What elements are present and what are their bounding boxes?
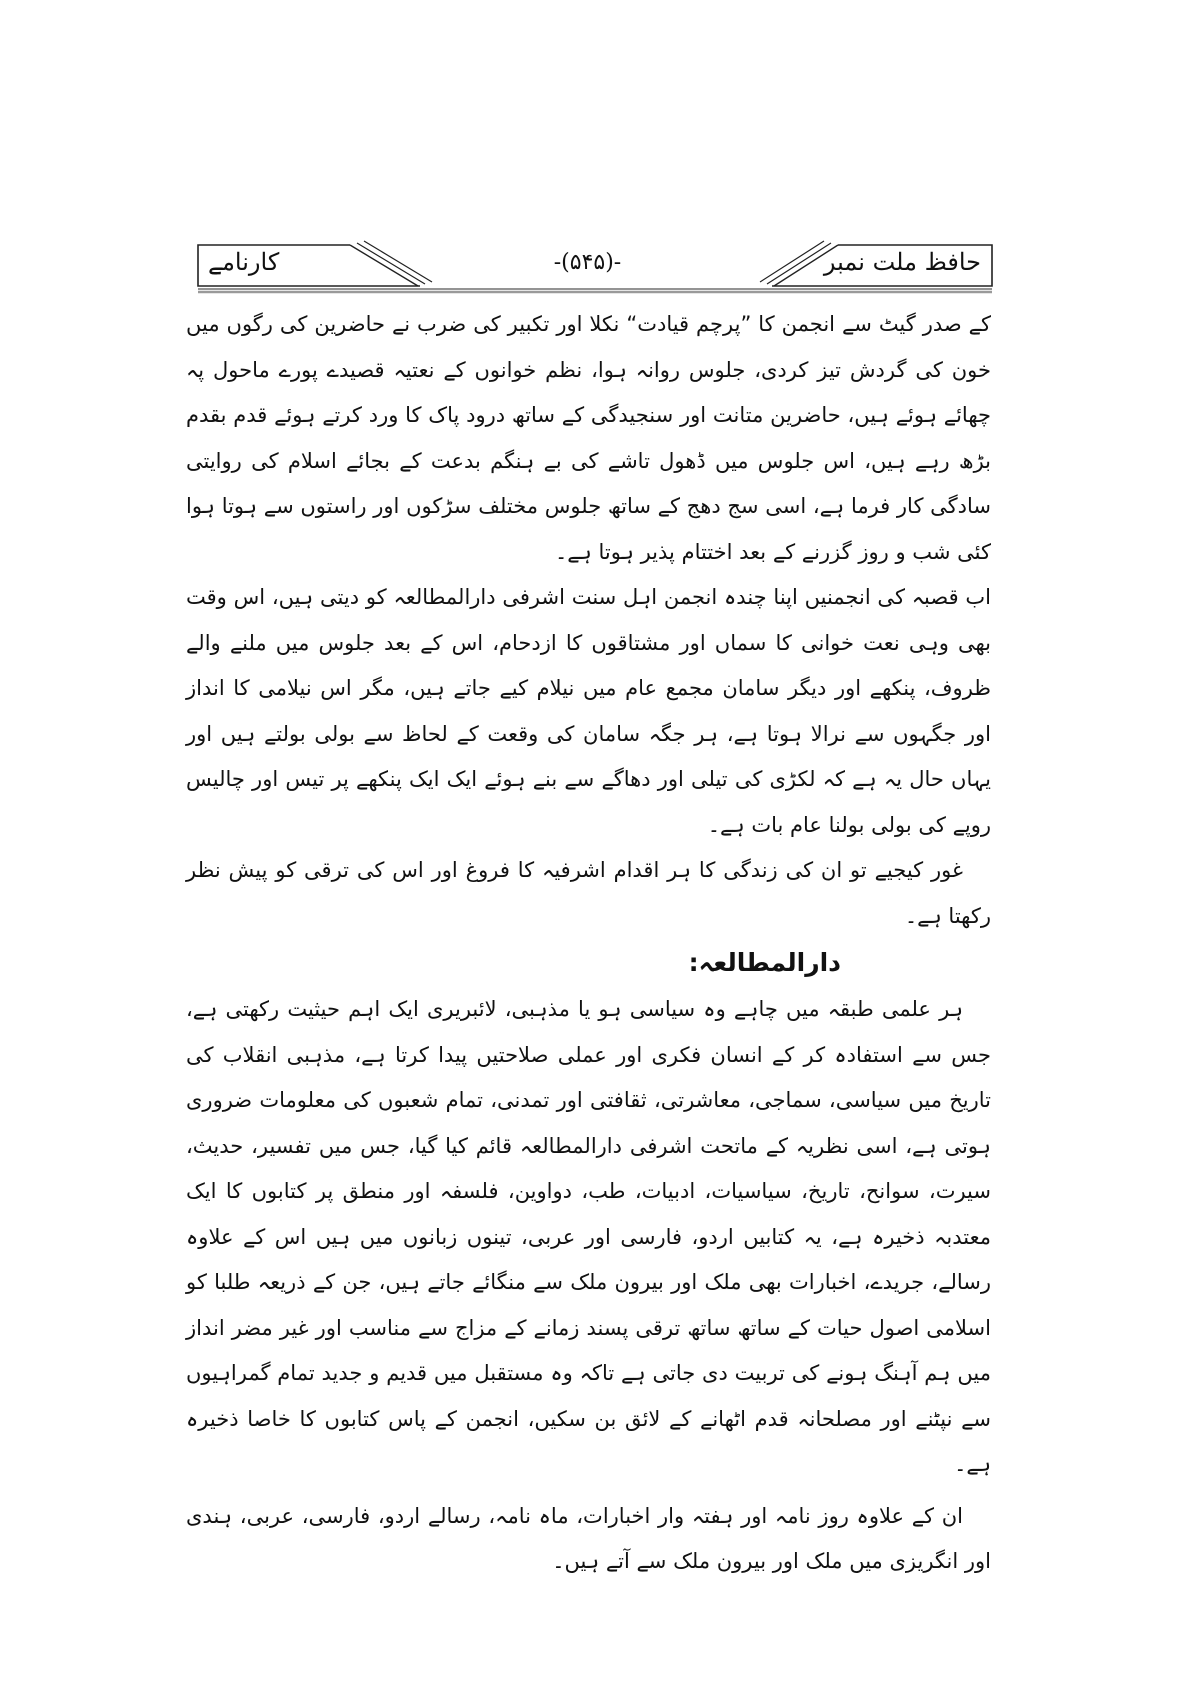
body-text (186, 302, 991, 1585)
paragraph-library-description: ہر علمی طبقہ میں چاہے وہ سیاسی ہو یا مذہبی، لائبریری ایک اہم حیثیت رکھتی ہے، جس سے استفادہ کر کے انسان فکری اور عملی صلاحتیں پیدا کرتا ہے، مذہبی انقلاب کی تاریخ میں سیاسی، سماجی، معاشرتی، ثقافتی اور تمدنی، تمام شعبوں کی معلومات ضروری ہوتی ہے، اسی نظریہ کے ماتحت اشرفی دارالمطالعہ قائم کیا گیا، جس میں تفسیر، حدیث، سیرت، سوانح، تاریخ، سیاسیات، ادبیات، طب، دواوین، فلسفہ اور منطق پر کتابوں کا ایک معتدبہ ذخیرہ ہے، یہ کتابیں اردو، فارسی اور عربی، تینوں زبانوں میں ہیں اس کے علاوہ رسالے، جریدے، اخبارات بھی ملک اور بیرون ملک سے منگائے جاتے ہیں، جن کے ذریعہ طلبا کو اسلامی اصول حیات کے ساتھ ساتھ ترقی پسند زمانے کے مزاج سے مناسب اور غیر مضر انداز میں ہم آہنگ ہونے کی تربیت دی جاتی ہے تاکہ وہ مستقبل میں قدیم و جدید تمام گمراہیوں سے نپٹنے اور مصلحانہ قدم اٹھانے کے لائق بن سکیں، انجمن کے پاس کتابوں کا خاصا ذخیرہ ہے۔ (186, 997, 991, 1476)
section-heading-library: دارالمطالعہ: (688, 948, 841, 977)
paragraph-reflection: غور کیجیے تو ان کی زندگی کا ہر اقدام اشرفیہ کا فروغ اور اس کی ترقی کو پیش نظر رکھتا ہے۔ (186, 858, 991, 928)
paragraph-auction: اب قصبہ کی انجمنیں اپنا چندہ انجمن اہل سنت اشرفی دارالمطالعہ کو دیتی ہیں، اس وقت بھی وہی نعت خوانی کا سماں اور مشتاقوں کا ازدحام، اس کے بعد جلوس میں ملنے والے ظروف، پنکھے اور دیگر سامان مجمع عام میں نیلام کیے جاتے ہیں، مگر اس نیلامی کا انداز اور جگہوں سے نرالا ہوتا ہے، ہر جگہ سامان کی وقعت کے لحاظ سے بولی بولتے ہیں اور یہاں حال یہ ہے کہ لکڑی کی تیلی اور دھاگے سے بنے ہوئے ایک ایک پنکھے پر تیس اور چالیس روپے کی بولی بولنا عام بات ہے۔ (186, 585, 991, 837)
paragraph-procession: کے صدر گیٹ سے انجمن کا ”پرچم قیادت“ نکلا اور تکبیر کی ضرب نے حاضرین کی رگوں میں خون کی گردش تیز کردی، جلوس روانہ ہوا، نظم خوانوں کے نعتیہ قصیدے پورے ماحول پہ چھائے ہوئے ہیں، حاضرین متانت اور سنجیدگی کے ساتھ درود پاک کا ورد کرتے ہوئے قدم بقدم بڑھ رہے ہیں، اس جلوس میں ڈھول تاشے کی بے ہنگم بدعت کے بجائے اسلام کی روایتی سادگی کار فرما ہے، اسی سج دھج کے ساتھ جلوس مختلف سڑکوں اور راستوں سے ہوتا ہوا کئی شب و روز گزرنے کے بعد اختتام پذیر ہوتا ہے۔ (186, 312, 991, 564)
page-number: -(۵۴۵)- (553, 250, 622, 275)
paragraph-periodicals: ان کے علاوہ روز نامہ اور ہفتہ وار اخبارات، ماہ نامہ، رسالے اردو، فارسی، عربی، ہندی اور انگریزی میں ملک اور بیرون ملک سے آتے ہیں۔ (186, 1503, 991, 1573)
running-header (180, 240, 995, 295)
header-publication-title: حافظ ملت نمبر (823, 248, 981, 276)
header-section-title: کارنامے (208, 248, 280, 276)
